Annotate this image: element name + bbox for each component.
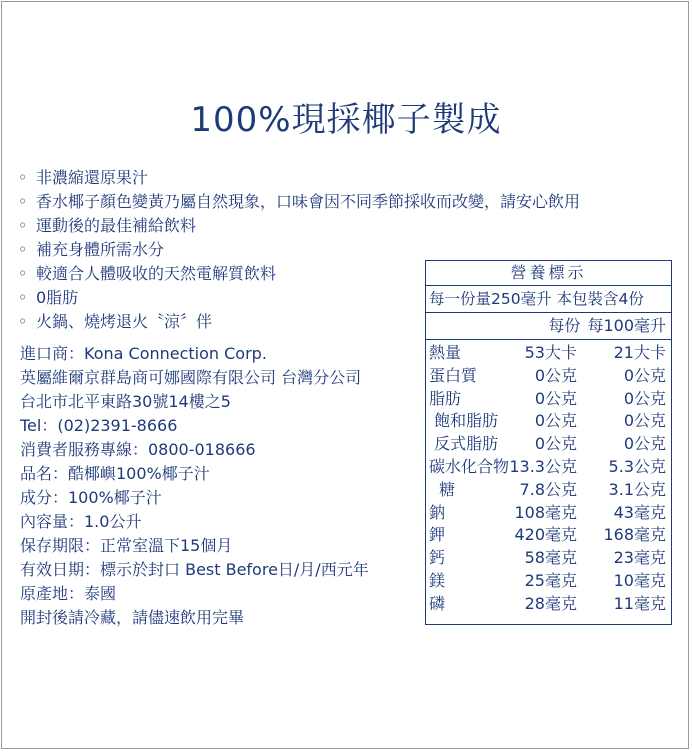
per-serving-value: 0公克 xyxy=(534,365,577,385)
per-serving-value: 53大卡 xyxy=(524,343,577,362)
table-row xyxy=(426,342,671,365)
list-item xyxy=(18,166,580,190)
list-item-text: 香水椰子顏色變黃乃屬自然現象，口味會因不同季節採收而改變，請安心飲用 xyxy=(36,192,581,211)
nutrient-name: 鎂 xyxy=(429,570,446,590)
per-serving-value: 0公克 xyxy=(534,434,577,454)
bullet-marker: ◦ xyxy=(18,192,28,211)
service-line: 消費者服務專線：0800-018666 xyxy=(20,440,256,459)
per-serving-value: 13.3公克 xyxy=(509,456,577,476)
nutrient-name: 飽和脂肪 xyxy=(429,411,499,431)
list-item-text: 非濃縮還原果汁 xyxy=(36,168,149,187)
bullet-marker: ◦ xyxy=(18,168,28,187)
origin-line: 原產地：泰國 xyxy=(20,584,117,603)
table-row xyxy=(426,433,671,456)
per-serving-value: 0公克 xyxy=(534,411,577,431)
table-row xyxy=(426,410,671,433)
page-title: 100%現採椰子製成 xyxy=(190,100,502,140)
per-100-value: 11毫克 xyxy=(613,593,666,613)
list-item-text: 0脂肪 xyxy=(36,288,79,307)
list-item-text: 較適合人體吸收的天然電解質飲料 xyxy=(36,264,277,283)
per-100-value: 168毫克 xyxy=(603,525,666,545)
nutrient-name: 磷 xyxy=(429,593,446,613)
per-serving-value: 108毫克 xyxy=(514,502,577,522)
per-serving-value: 28毫克 xyxy=(524,593,577,613)
storage-line: 開封後請冷藏，請儘速飲用完畢 xyxy=(20,608,245,627)
expiry-line: 有效日期：標示於封口 Best Before日/月/西元年 xyxy=(20,560,369,579)
list-item-text: 火鍋、燒烤退火〝涼〞伴 xyxy=(36,312,213,331)
table-row xyxy=(426,502,671,525)
list-item-text: 運動後的最佳補給飲料 xyxy=(36,216,197,235)
bullet-marker: ◦ xyxy=(18,240,28,259)
per-serving-value: 25毫克 xyxy=(524,570,577,590)
nutrient-name: 蛋白質 xyxy=(429,365,478,385)
bullet-marker: ◦ xyxy=(18,264,28,283)
bullet-marker: ◦ xyxy=(18,288,28,307)
per-serving-value: 0公克 xyxy=(534,388,577,408)
address-line: 台北市北平東路30號14樓之5 xyxy=(20,392,231,411)
per-100-value: 5.3公克 xyxy=(608,456,666,476)
list-item xyxy=(18,190,580,214)
per-100-value: 21大卡 xyxy=(613,343,666,362)
nutrient-name: 熱量 xyxy=(429,343,462,362)
col-per-serving: 每份 xyxy=(548,316,581,335)
nutrient-name: 鉀 xyxy=(429,525,446,545)
nutrition-heading: 營養標示 xyxy=(426,261,671,286)
phone-line: Tel：(02)2391-8666 xyxy=(20,416,178,435)
table-row xyxy=(426,524,671,547)
per-serving-value: 58毫克 xyxy=(524,548,577,568)
per-serving-value: 7.8公克 xyxy=(519,479,577,499)
ingredients-line: 成分：100%椰子汁 xyxy=(20,488,162,507)
nutrient-name: 糖 xyxy=(429,479,456,499)
per-100-value: 0公克 xyxy=(623,388,666,408)
per-100-value: 10毫克 xyxy=(613,570,666,590)
bullet-marker: ◦ xyxy=(18,312,28,331)
importer-line: 進口商：Kona Connection Corp. xyxy=(20,344,267,363)
list-item xyxy=(18,214,580,238)
nutrient-name: 碳水化合物 xyxy=(429,456,510,476)
table-row xyxy=(426,479,671,502)
list-item-text: 補充身體所需水分 xyxy=(36,240,165,259)
per-100-value: 0公克 xyxy=(623,365,666,385)
per-serving-value: 420毫克 xyxy=(514,525,577,545)
table-row xyxy=(426,456,671,479)
company-line: 英屬維爾京群島商可娜國際有限公司 台灣分公司 xyxy=(20,368,362,387)
nutrient-name: 脂肪 xyxy=(429,388,462,408)
bullet-marker: ◦ xyxy=(18,216,28,235)
nutrient-name: 鈉 xyxy=(429,502,446,522)
volume-line: 內容量：1.0公升 xyxy=(20,512,142,531)
product-info xyxy=(20,342,369,630)
table-row xyxy=(426,365,671,388)
shelf-life-line: 保存期限：正常室溫下15個月 xyxy=(20,536,233,555)
nutrition-table xyxy=(425,260,672,625)
table-row xyxy=(426,593,671,616)
table-row xyxy=(426,547,671,570)
nutrition-rows xyxy=(426,340,671,616)
product-name-line: 品名：酷椰嶼100%椰子汁 xyxy=(20,464,210,483)
per-100-value: 43毫克 xyxy=(613,502,666,522)
table-row xyxy=(426,388,671,411)
nutrient-name: 鈣 xyxy=(429,548,446,568)
serving-size: 每一份量250毫升 本包裝含4份 xyxy=(426,286,671,313)
per-100-value: 0公克 xyxy=(623,434,666,454)
column-headers xyxy=(426,313,671,340)
per-100-value: 0公克 xyxy=(623,411,666,431)
list-item xyxy=(18,238,580,262)
nutrient-name: 反式脂肪 xyxy=(429,434,499,454)
per-100-value: 3.1公克 xyxy=(608,479,666,499)
col-per-100: 每100毫升 xyxy=(587,316,666,335)
per-100-value: 23毫克 xyxy=(613,548,666,568)
table-row xyxy=(426,570,671,593)
